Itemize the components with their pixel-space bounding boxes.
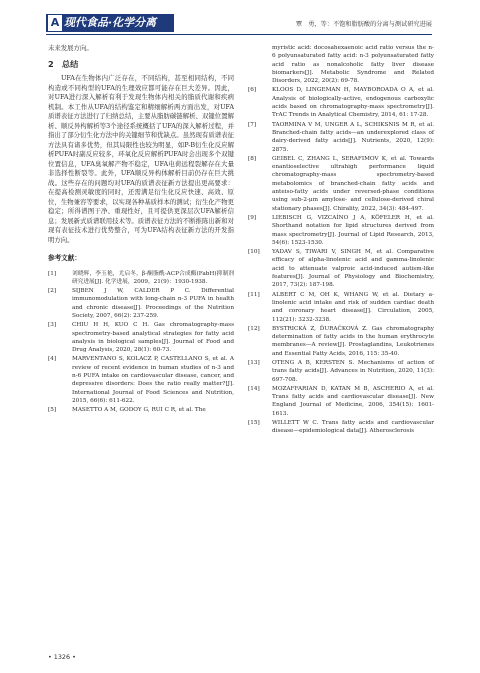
reference-number: [14]	[248, 385, 260, 392]
reference-continuation	[248, 44, 434, 85]
reference-item	[48, 287, 234, 320]
reference-text: MARVENTANO S, KOLACZ P, CASTELLANO S, et al. A review of recent evidence in human studies of n-3 and n-6 PUFA intake on cardiovascular disease, cancer, and depressive disorders: Does the ratio really matter?[J]. International Journal of Food Sciences and Nutrition, 2015, 66(6): 611-622.	[72, 356, 234, 404]
reference-text: GEIBEL C, ZHANG L, SERAFIMOV K, et al. Towards enantioselective ultrahigh performance liquid chromatography-mass spectrometry-based metabolomics of branched-chain fatty acids and anteiso-fatty acids under reversed-phase conditions using sub-2-μm amylose- and cellulose-derived chiral stationary phases[J]. Chirality, 2022, 34(3): 484-497.	[272, 155, 434, 212]
logo-letter-icon: A	[48, 15, 62, 31]
reference-text: LIEBISCH G, VIZCAÍNO J A, KÖFELER H, et al. Shorthand notation for lipid structures derived from mass spectrometry[J]. Journal of Lipid Research, 2013, 54(6): 1523-1530.	[272, 214, 434, 246]
reference-item	[248, 419, 434, 436]
reference-text: TAORMINA V M, UNGER A L, SCHIKSNIS M R, et al. Branched-chain fatty acids—an underexplored class of dairy-derived fatty acids[J]. Nutrients, 2020, 12(9): 2875.	[272, 121, 434, 153]
left-column	[48, 44, 234, 416]
reference-number: [5]	[48, 407, 57, 414]
right-column	[248, 44, 434, 437]
reference-item	[248, 359, 434, 384]
reference-text: OTENG A B, KERSTEN S. Mechanisms of action of trans fatty acids[J]. Advances in Nutrition, 2020, 11(3): 697-708.	[272, 359, 434, 383]
reference-text: KLOOS D, LINGEMAN H, MAYBOROADA O A, et al. Analysis of biologically-active, endogenous carboxylic acids based on chromatography-mass spectrometry[J]. TrAC Trends in Analytical Chemistry, 2014, 61: 17-28.	[272, 87, 434, 119]
reference-text: MASETTO A M, GODOY G, RUI C R, et al. The	[72, 407, 206, 414]
reference-item	[248, 155, 434, 213]
reference-item	[248, 325, 434, 358]
reference-text: MOZAFFARIAN D, KATAN M B, ASCHERIO A, et al. Trans fatty acids and cardiovascular disease[J]. New England Journal of Medicine, 2006, 354(15): 1601-1613.	[272, 385, 434, 417]
reference-text: myristic acid: docosahexaenoic acid ratio versus the n-6 polyunsaturated fatty acid: n-3 polyunsaturated fatty acid ratio as nonalcoholic fatty liver disease biomarkers[J]. Metabolic Syndrome and Related Disorders, 2022, 20(2): 69-78.	[272, 45, 434, 85]
reference-number: [1]	[48, 270, 57, 277]
reference-item	[48, 270, 234, 287]
header-divider	[46, 34, 432, 35]
reference-list-left	[48, 270, 234, 415]
journal-name: 现代食品·化学分离	[64, 16, 157, 29]
reference-number: [8]	[248, 155, 257, 162]
running-title: 覃 勇，等：不饱和脂肪酸的分离与测试研究进展	[295, 21, 432, 28]
reference-number: [2]	[48, 288, 57, 295]
reference-item	[48, 355, 234, 405]
page-header	[0, 0, 480, 40]
reference-item	[48, 321, 234, 354]
reference-number: [13]	[248, 359, 260, 366]
reference-item	[248, 291, 434, 324]
page-number: • 1326 •	[48, 653, 76, 661]
reference-item	[248, 248, 434, 289]
reference-number: [4]	[48, 356, 57, 363]
intro-line: 未来发展方向。	[48, 44, 93, 52]
summary-paragraph: UFA在生物体内广泛存在，不同结构，甚至相同结构，不同构造或不同构型的UFA的生理效应都可能存在巨大差异。因此，对UFA进行深入解析有利于发现生物体内相关的脂质代谢和疾病机制。本工作从UFA的结构鉴定和精细解析两方面出发，对UFA质谱表征方法进行了归纳总结，主要从脂肪碳链解析、双键位置解析、顺反异构解析等3个途径系统概括了UFA的深入解析过程，并指出了部分衍生化方法中的关键细节和优缺点。虽然现有质谱表征方法具有诸多优势，但其局限性也较为明显，如P-B衍生化反应解析PUFA时副反应较多，环氧化反应解析PUFA时会出现多个双键位置信息，UFA臭氧解产物不稳定，UFA电荷远程裂解存在大量非选择性断裂等。此外，UFA顺反异构体解析目前仍存在巨大挑战。这些存在的问题均对UFA的质谱表征新方法提出更高要求：在提高检测灵敏度的同时，还需满足衍生化反应快速、高效、原位，生物兼容等要求，以实现各种基质样本的测试；衍生化产物更稳定；所得谱图干净、重现性好，且可提供更深层次UFA解析信息；发展新式质谱联用技术等。质谱表征方法的不断推陈出新和对现有表征技术进行优势整合，可为UFA结构表征新方法的开发指明方向。	[48, 74, 234, 244]
reference-number: [10]	[248, 249, 260, 256]
reference-number: [15]	[248, 420, 260, 427]
section-title: 2 总结	[48, 58, 79, 69]
reference-list-right	[248, 86, 434, 435]
reference-item	[248, 86, 434, 119]
reference-number: [9]	[248, 214, 257, 221]
reference-item	[48, 406, 234, 414]
journal-logo	[46, 14, 174, 32]
reference-item	[248, 214, 434, 247]
reference-number: [12]	[248, 325, 260, 332]
references-title: 参考文献：	[48, 254, 81, 262]
reference-text: YADAV S, TIWARI V, SINGH M, et al. Comparative efficacy of alpha-linolenic acid and gamma-linolenic acid to attenuate valproic acid-induced autism-like features[J]. Journal of Physiology and Biochemistry, 2017, 73(2): 187-198.	[272, 249, 434, 289]
reference-text: CHIU H H, KUO C H. Gas chromatography-mass spectrometry-based analytical strategies for fatty acid analysis in biological samples[J]. Journal of Food and Drug Analysis, 2020, 28(1): 60-73.	[72, 322, 234, 354]
reference-number: [6]	[248, 87, 257, 94]
reference-number: [7]	[248, 121, 257, 128]
reference-text: BYSTRICKÁ Z, ĎURAČKOVÁ Z. Gas chromatography determination of fatty acids in the human erythrocyte membranes—A review[J]. Prostaglandins, Leukotrienes and Essential Fatty Acids, 2016, 115: 35-40.	[272, 325, 434, 357]
reference-number: [11]	[248, 291, 260, 298]
reference-text: ALBERT C M, OH K, WHANG W, et al. Dietary a-linolenic acid intake and risk of sudden cardiac death and coronary heart disease[J]. Circulation, 2005, 112(21): 3232-3238.	[272, 291, 434, 323]
reference-number: [3]	[48, 322, 57, 329]
reference-text: 刘晓辉，李玉艳，尤启冬，β-酮脂酰-ACP合成酶(FabH)抑制剂研究进展[J]. 化学进展，2009，21(9)：1930-1938.	[72, 270, 234, 285]
reference-item	[248, 385, 434, 418]
reference-text: WILLETT W C. Trans fatty acids and cardiovascular disease—epidemiological data[J]. Atherosclerosis	[272, 420, 434, 435]
reference-item	[248, 121, 434, 154]
reference-text: SIJBEN J W, CALDER P C. Differential immunomodulation with long-chain n-3 PUFA in health and chronic disease[J]. Proceedings of the Nutrition Society, 2007, 66(2): 237-259.	[72, 288, 234, 319]
